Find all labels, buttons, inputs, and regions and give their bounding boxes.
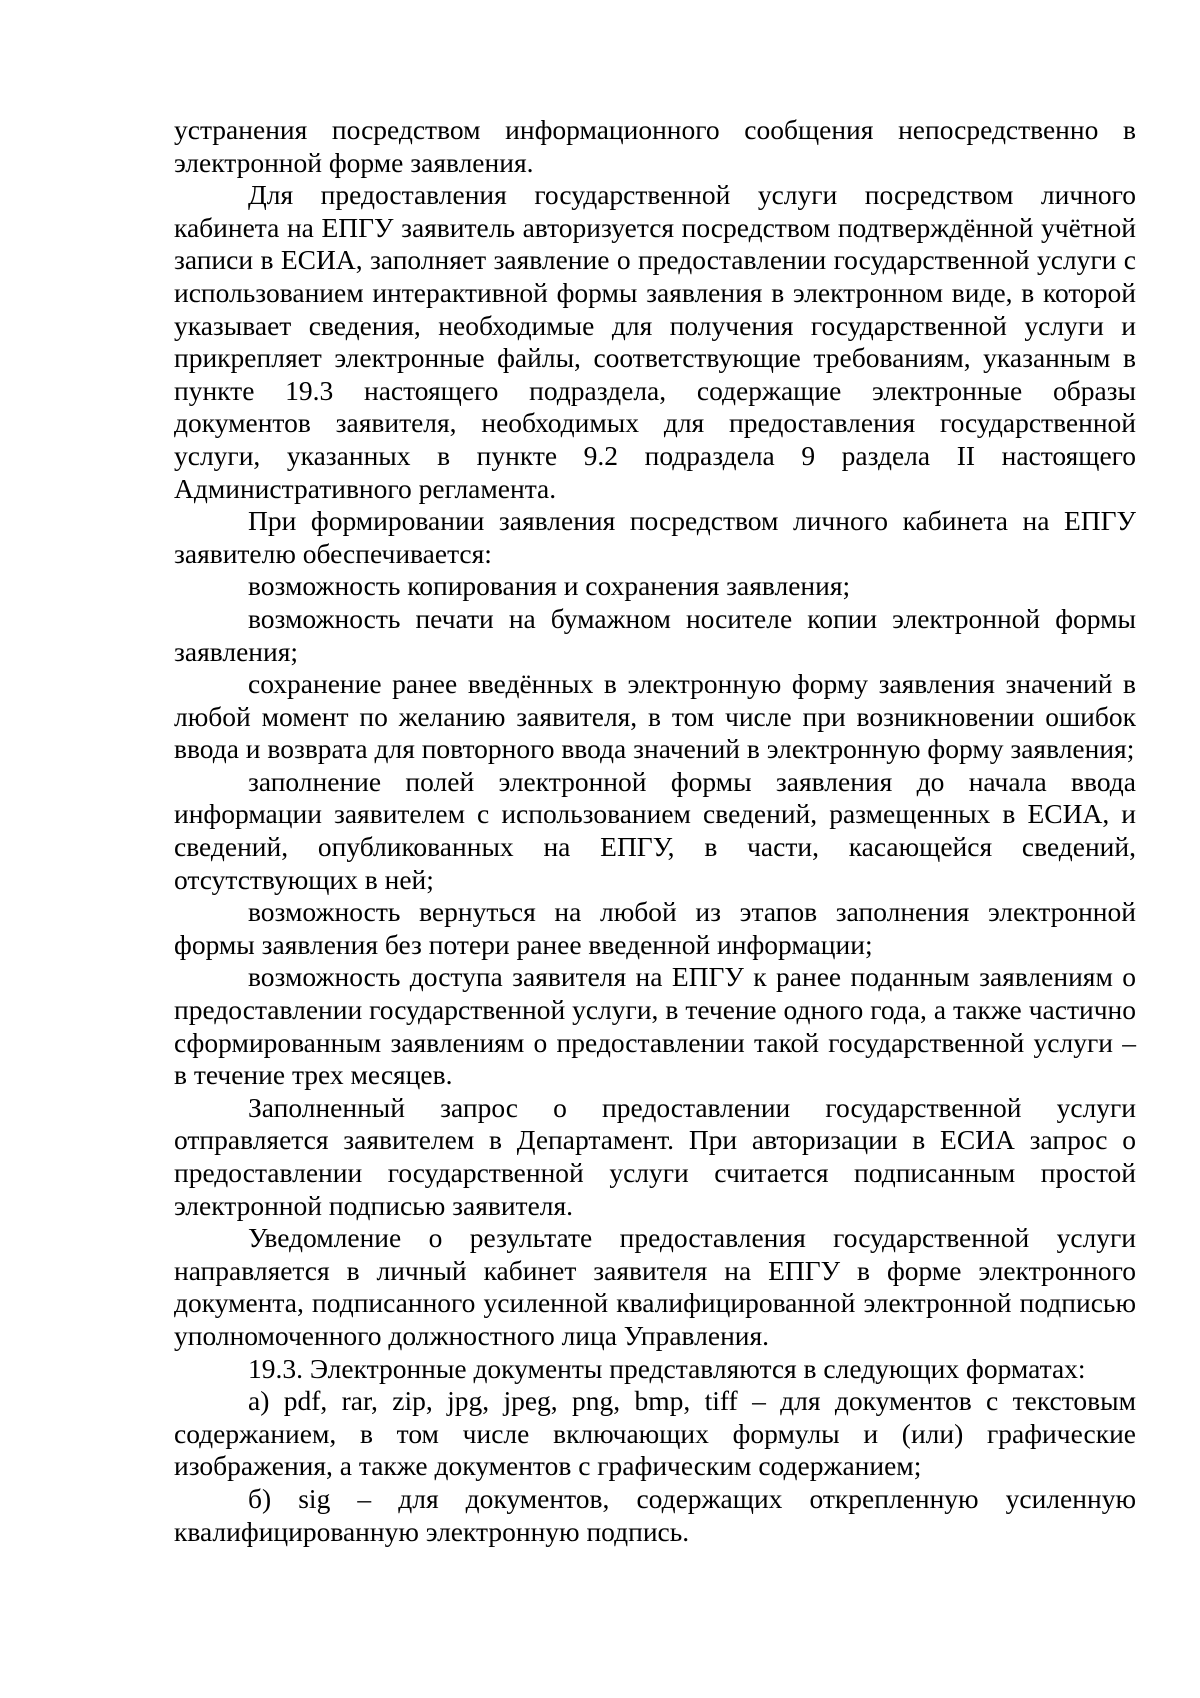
paragraph-section-19-3: 19.3. Электронные документы представляются в следующих форматах: <box>248 1352 1086 1384</box>
document-body <box>174 114 1136 1548</box>
paragraph-request-submission: Заполненный запрос о предоставлении государственной услуги отправляется заявителем в Департамент. При авторизации в ЕСИА запрос о предоставлении государственной услуги считается подписанным простой электронной подписью заявителя. <box>174 1091 1136 1221</box>
list-item-formats-b: б) sig – для документов, содержащих открепленную усиленную квалифицированную электронную подпись. <box>174 1482 1136 1547</box>
list-item-prefill: заполнение полей электронной формы заявления до начала ввода информации заявителем с использованием сведений, размещенных в ЕСИА, и сведений, опубликованных на ЕПГУ, в части, касающейся сведений, отсутствующих в ней; <box>174 765 1136 895</box>
list-item-copy-save: возможность копирования и сохранения заявления; <box>248 570 851 602</box>
paragraph-continuation: устранения посредством информационного сообщения непосредственно в электронной форме заявления. <box>174 114 1136 178</box>
list-item-return-to-step: возможность вернуться на любой из этапов заполнения электронной формы заявления без потери ранее введенной информации; <box>174 896 1136 960</box>
paragraph-result-notification: Уведомление о результате предоставления государственной услуги направляется в личный кабинет заявителя на ЕПГУ в форме электронного документа, подписанного усиленной квалифицированной электронной подписью уполномоченного должностного лица Управления. <box>174 1222 1136 1351</box>
paragraph-form-provisions-intro: При формировании заявления посредством личного кабинета на ЕПГУ заявителю обеспечивается: <box>174 505 1136 569</box>
list-item-print: возможность печати на бумажном носителе копии электронной формы заявления; <box>174 602 1136 667</box>
paragraph-epgu-authorization: Для предоставления государственной услуги посредством личного кабинета на ЕПГУ заявитель авторизуется посредством подтверждённой учётной записи в ЕСИА, заполняет заявление о предоставлении государственной услуги с использованием интерактивной формы заявления в электронном виде, в которой указывает сведения, необходимые для получения государственной услуги и прикрепляет электронные файлы, соответствующие требованиям, указанным в пункте 19.3 настоящего подраздела, содержащие электронные образы документов заявителя, необходимых для предоставления государственной услуги, указанных в пункте 9.2 подраздела 9 раздела II настоящего Административного регламента. <box>174 179 1136 504</box>
list-item-formats-a: а) pdf, rar, zip, jpg, jpeg, png, bmp, tiff – для документов с текстовым содержанием, в том числе включающих формулы и (или) графические изображения, а также документов с графическим содержанием; <box>174 1385 1136 1482</box>
list-item-access-history: возможность доступа заявителя на ЕПГУ к ранее поданным заявлениям о предоставлении государственной услуги, в течение одного года, а также частично сформированным заявлениям о предоставлении такой государственной услуги – в течение трех месяцев. <box>174 961 1136 1091</box>
list-item-save-values: сохранение ранее введённых в электронную форму заявления значений в любой момент по желанию заявителя, в том числе при возникновении ошибок ввода и возврата для повторного ввода значений в электронную форму заявления; <box>174 668 1136 765</box>
